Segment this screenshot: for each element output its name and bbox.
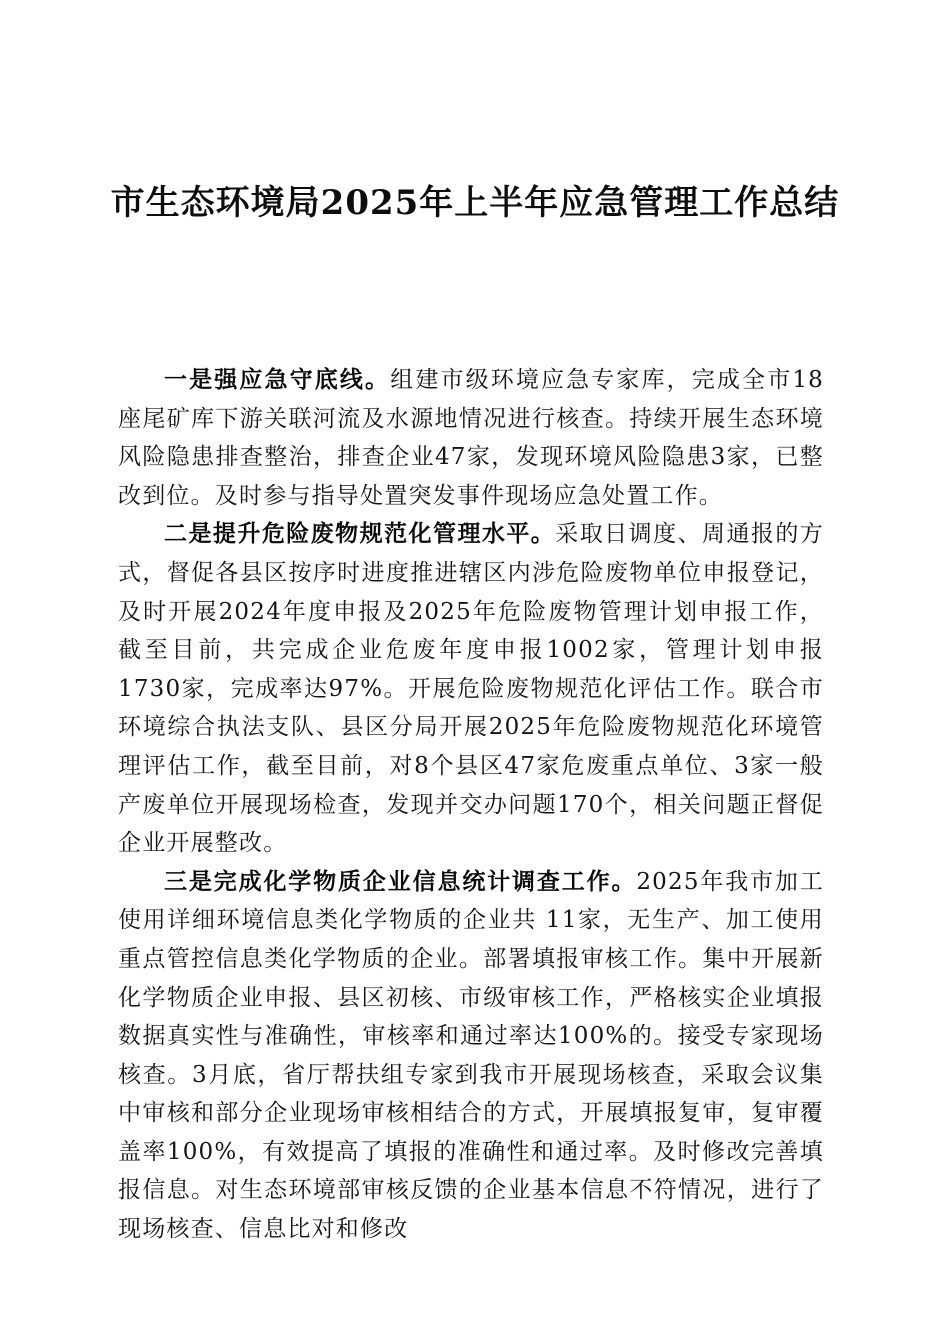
paragraph-text: 采取日调度、周通报的方式，督促各县区按序时进度推进辖区内涉危险废物单位申报登记，及时开展2024年度申报及2025年危险废物管理计划申报工作，截至目前，共完成企业危废年度申报1002家，管理计划申报1730家，完成率达97%。开展危险废物规范化评估工作。联合市环境综合执法支队、县区分局开展2025年危险废物规范化环境管理评估工作，截至目前，对8个县区47家危废重点单位、3家一般产废单位开展现场检查，发现并交办问题170个，相关问题正督促企业开展整改。 (118, 521, 825, 857)
paragraph-chemical-survey (118, 863, 824, 1249)
document-title: 市生态环境局2025年上半年应急管理工作总结 (110, 183, 840, 223)
paragraph-text: 2025年我市加工使用详细环境信息类化学物质的企业共 11家，无生产、加工使用重点管控信息类化学物质的企业。部署填报审核工作。集中开展新化学物质企业申报、县区初核、市级审核工作，严格核实企业填报数据真实性与准确性，审核率和通过率达100%的。接受专家现场核查。3月底，省厅帮扶组专家到我市开展现场核查，采取会议集中审核和部分企业现场审核相结合的方式，开展填报复审，复审覆盖率100%，有效提高了填报的准确性和通过率。及时修改完善填报信息。对生态环境部审核反馈的企业基本信息不符情况，进行了现场核查、信息比对和修改 (118, 868, 824, 1243)
paragraph-lead: 一是强应急守底线。 (164, 366, 391, 393)
paragraph-emergency (118, 361, 824, 515)
document-body (118, 361, 824, 1249)
paragraph-lead: 三是完成化学物质企业信息统计调查工作。 (164, 867, 637, 895)
paragraph-lead: 二是提升危险废物规范化管理水平。 (164, 520, 556, 548)
paragraph-hazardous-waste (118, 515, 824, 862)
paragraph-text: 组建市级环境应急专家库，完成全市18座尾矿库下游关联河流及水源地情况进行核查。持续开展生态环境风险隐患排查整治，排查企业47家，发现环境风险隐患3家，已整改到位。及时参与指导处置突发事件现场应急处置工作。 (118, 367, 824, 509)
